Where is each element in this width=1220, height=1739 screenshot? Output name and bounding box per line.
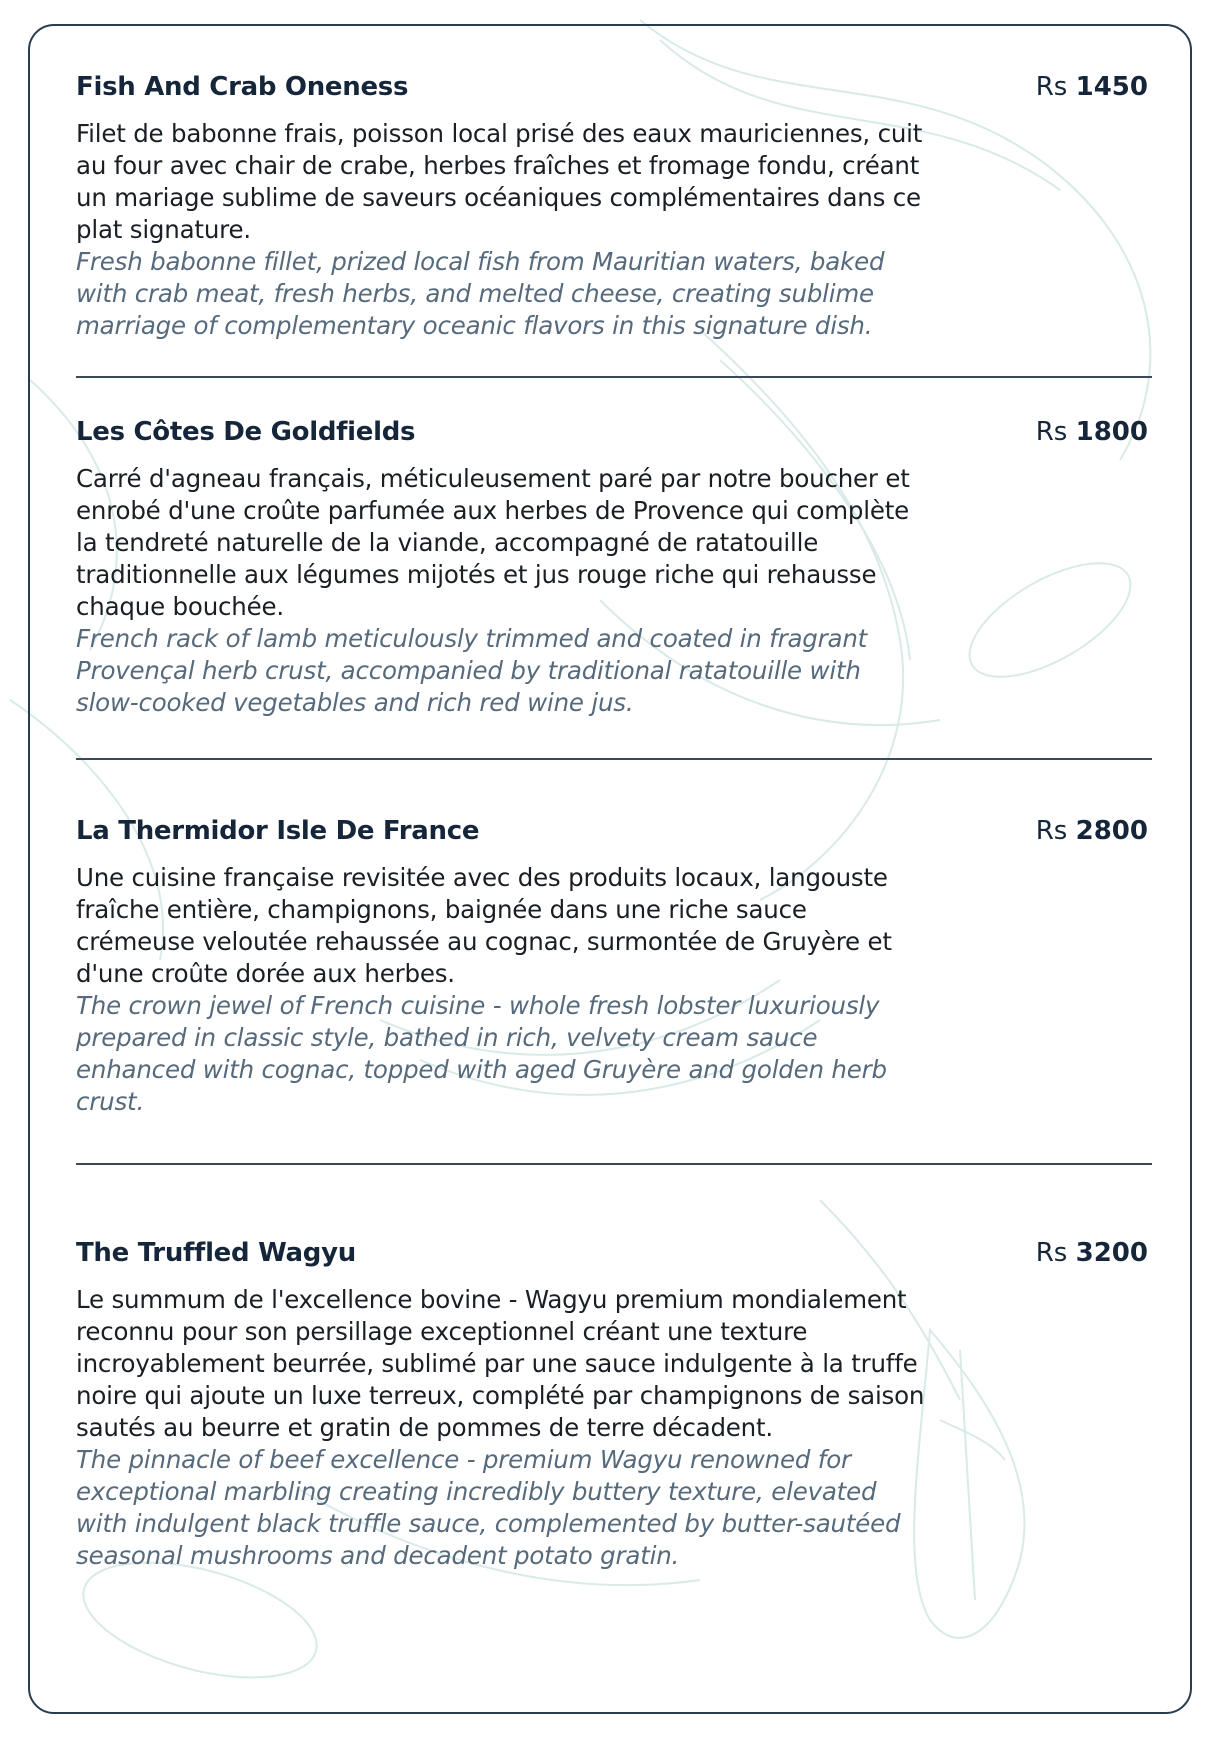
description-english: French rack of lamb meticulously trimmed and coated in fragrant Provençal herb crust, accompanied by traditional ratatouille with slow-cooked vegetables and rich red wine jus.	[76, 624, 868, 717]
price-amount: 1450	[1075, 72, 1148, 102]
dish-price	[1036, 417, 1148, 447]
description-english: The crown jewel of French cuisine - whole fresh lobster luxuriously prepared in classic style, bathed in rich, velvety cream sauce enhanced with cognac, topped with aged Gruyère and golden herb crust.	[76, 991, 887, 1116]
description-french: Filet de babonne frais, poisson local prisé des eaux mauriciennes, cuit au four avec chair de crabe, herbes fraîches et fromage fondu, créant un mariage sublime de saveurs océaniques complémentaires dans ce plat signature.	[76, 119, 923, 244]
menu-item-header	[76, 417, 1148, 451]
description-english: The pinnacle of beef excellence - premium Wagyu renowned for exceptional marbling creating incredibly buttery texture, elevated with indulgent black truffle sauce, complemented by butter-sautéed seasonal mushrooms and decadent potato gratin.	[76, 1445, 901, 1570]
dish-name: The Truffled Wagyu	[76, 1238, 356, 1268]
description-english: Fresh babonne fillet, prized local fish from Mauritian waters, baked with crab meat, fresh herbs, and melted cheese, creating sublime marriage of complementary oceanic flavors in this signature dish.	[76, 247, 885, 340]
dish-name: La Thermidor Isle De France	[76, 816, 480, 846]
dish-name: Fish And Crab Oneness	[76, 72, 409, 102]
price-amount: 3200	[1075, 1238, 1148, 1268]
dish-price	[1036, 816, 1148, 846]
description-french: Carré d'agneau français, méticuleusement paré par notre boucher et enrobé d'une croûte parfumée aux herbes de Provence qui complète la tendreté naturelle de la viande, accompagné de ratatouille traditionnelle aux légumes mijotés et jus rouge riche qui rehausse chaque bouchée.	[76, 464, 910, 621]
menu-item-header	[76, 816, 1148, 850]
dish-price	[1036, 1238, 1148, 1268]
description-french: Une cuisine française revisitée avec des produits locaux, langouste fraîche entière, champignons, baignée dans une riche sauce crémeuse veloutée rehaussée au cognac, surmontée de Gruyère et d'une croûte dorée aux herbes.	[76, 863, 892, 988]
price-currency: Rs	[1035, 417, 1068, 447]
menu-item-header	[76, 1238, 1148, 1272]
price-currency: Rs	[1035, 1238, 1068, 1268]
price-currency: Rs	[1035, 72, 1068, 102]
menu-item	[76, 417, 1148, 719]
price-currency: Rs	[1035, 816, 1068, 846]
menu-item	[76, 1238, 1148, 1572]
dish-price	[1036, 72, 1148, 102]
menu-item-header	[76, 72, 1148, 106]
price-amount: 1800	[1075, 417, 1148, 447]
price-amount: 2800	[1075, 816, 1148, 846]
divider	[76, 758, 1152, 760]
divider	[76, 376, 1152, 378]
menu-item	[76, 72, 1148, 342]
menu-item	[76, 816, 1148, 1118]
description-french: Le summum de l'excellence bovine - Wagyu premium mondialement reconnu pour son persillage exceptionnel créant une texture incroyablement beurrée, sublimé par une sauce indulgente à la truffe noire qui ajoute un luxe terreux, complété par champignons de saison sautés au beurre et gratin de pommes de terre décadent.	[76, 1285, 925, 1442]
divider	[76, 1163, 1152, 1165]
dish-name: Les Côtes De Goldfields	[76, 417, 416, 447]
